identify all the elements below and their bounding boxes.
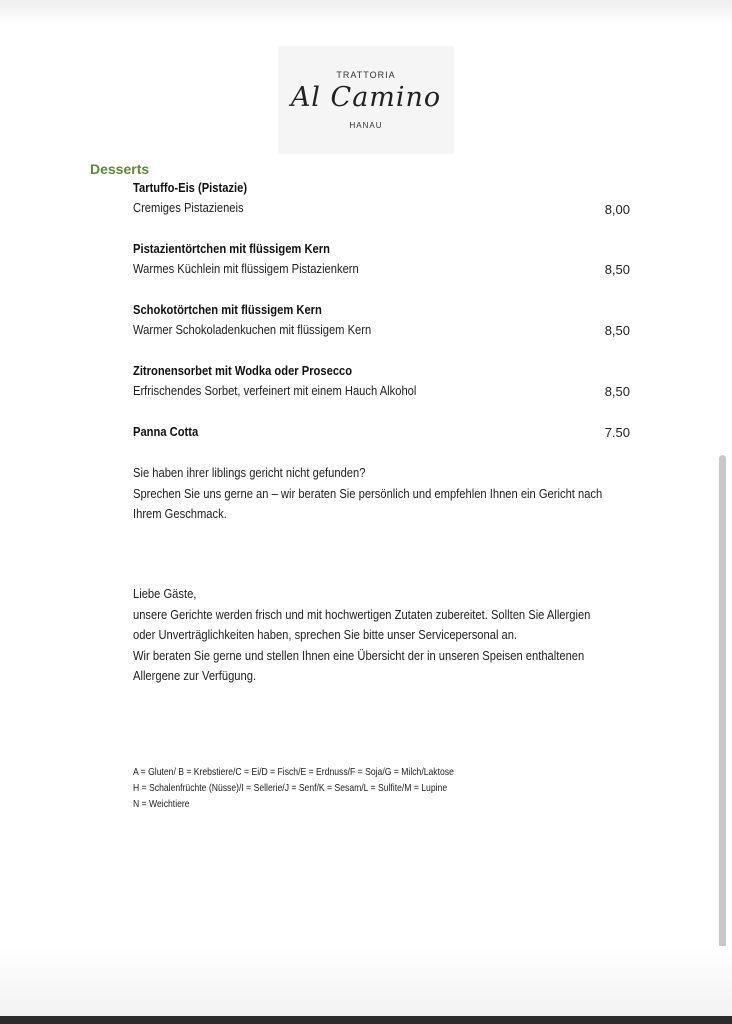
logo-city: HANAU [349, 121, 383, 130]
section-title: Desserts [90, 161, 150, 177]
logo-trattoria: TRATTORIA [336, 70, 396, 80]
scrollbar-thumb[interactable] [719, 455, 726, 1015]
menu-item [133, 363, 633, 403]
note-line: Sie haben ihrer liblings gericht nicht gefunden? [133, 465, 366, 480]
allergen-line: N = Weichtiere [133, 798, 190, 810]
menu-item [133, 302, 633, 342]
bottom-shadow [0, 946, 732, 1016]
menu-item-description: Erfrischendes Sorbet, verfeinert mit einem Hauch Alkohol [133, 383, 417, 398]
notice-line: Wir beraten Sie gerne und stellen Ihnen eine Übersicht der in unseren Speisen enthaltenen [133, 647, 585, 663]
top-shadow [0, 0, 732, 26]
notice-line: Liebe Gäste, [133, 586, 197, 601]
bottom-edge [0, 1016, 732, 1024]
logo-script-name: Al Camino [290, 82, 442, 113]
allergen-line: A = Gluten/ B = Krebstiere/C = Ei/D = Fisch/E = Erdnuss/F = Soja/G = Milch/Laktose [133, 766, 454, 778]
menu-item-name: Panna Cotta [133, 424, 199, 439]
notice-line: oder Unverträglichkeiten haben, sprechen Sie bitte unser Servicepersonal an. [133, 627, 518, 642]
notice-line: unsere Gerichte werden frisch und mit hochwertigen Zutaten zubereitet. Sollten Sie Allergien [133, 606, 591, 622]
menu-item [133, 241, 633, 281]
menu-item-price: 8,00 [604, 202, 630, 217]
menu-item-price: 8,50 [604, 384, 630, 399]
menu-item [133, 424, 633, 444]
allergen-line: H = Schalenfrüchte (Nüsse)/I = Sellerie/J = Senf/K = Sesam/L = Sulfite/M = Lupine [133, 782, 448, 794]
notice-line: Allergene zur Verfügung. [133, 668, 257, 683]
menu-item-name: Pistazientörtchen mit flüssigem Kern [133, 241, 330, 256]
menu-item [133, 180, 633, 220]
allergy-notice [133, 584, 718, 687]
menu-item-description: Warmer Schokoladenkuchen mit flüssigem Kern [133, 322, 372, 337]
recommendation-note [133, 463, 718, 525]
restaurant-logo [278, 46, 454, 154]
menu-item-price: 8,50 [604, 323, 630, 338]
menu-item-description: Cremiges Pistazieneis [133, 200, 244, 215]
menu-item-description: Warmes Küchlein mit flüssigem Pistazienkern [133, 261, 359, 276]
menu-item-name: Zitronensorbet mit Wodka oder Prosecco [133, 363, 353, 378]
note-line: Ihrem Geschmack. [133, 506, 227, 521]
allergen-legend [133, 764, 633, 812]
menu-item-name: Schokotörtchen mit flüssigem Kern [133, 302, 322, 317]
menu-item-price: 7.50 [604, 425, 630, 440]
note-line: Sprechen Sie uns gerne an – wir beraten Sie persönlich und empfehlen Ihnen ein Gericht nach [133, 485, 603, 501]
menu-item-price: 8,50 [604, 262, 630, 277]
menu-item-name: Tartuffo-Eis (Pistazie) [133, 180, 248, 195]
